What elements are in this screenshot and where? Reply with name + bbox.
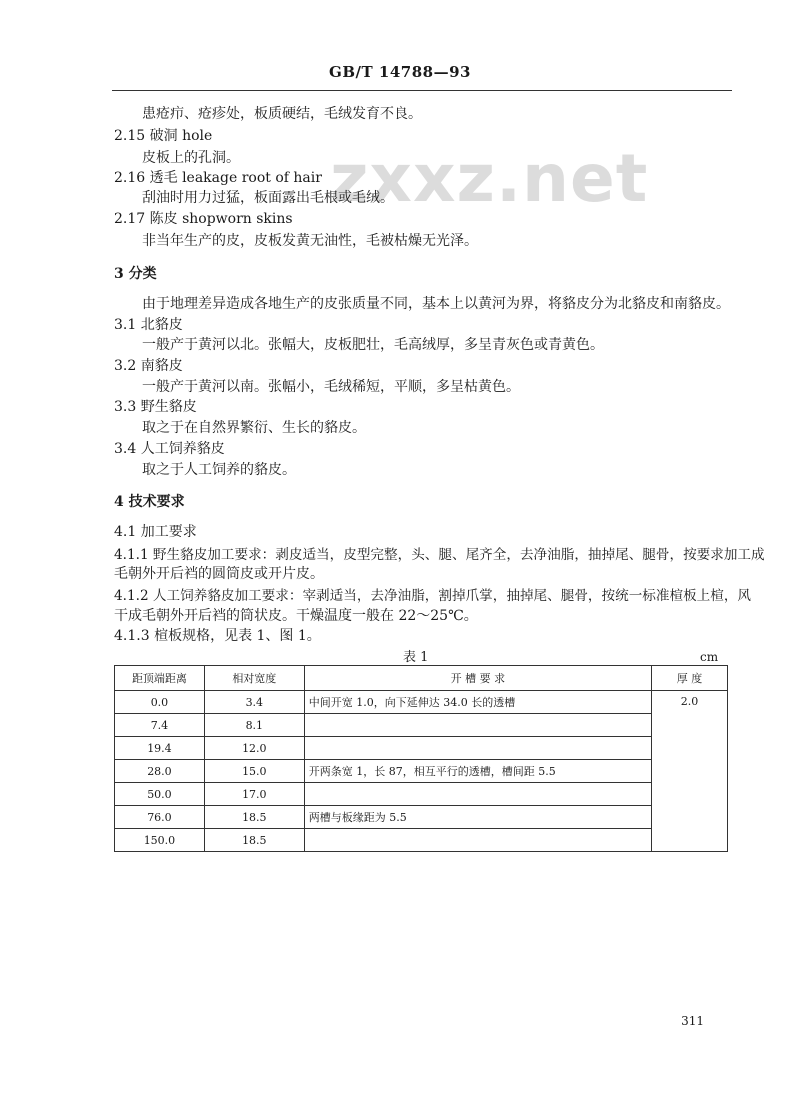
section-3-intro: 由于地理差异造成各地生产的皮张质量不同，基本上以黄河为界，将貉皮分为北貉皮和南貉皮。: [142, 296, 730, 312]
section-4-1-2-line2: 干成毛朝外开后裆的筒状皮。干燥温度一般在 22～25℃。: [114, 608, 478, 624]
table-caption: 表 1: [403, 650, 429, 665]
table-unit: cm: [700, 650, 719, 664]
col-header-width: 相对宽度: [204, 666, 304, 691]
section-2-17-definition: 非当年生产的皮，皮板发黄无油性，毛被枯燥无光泽。: [142, 233, 478, 249]
cell-width: 17.0: [204, 783, 304, 806]
section-2-16-title: 2.16 透毛 leakage root of hair: [114, 170, 322, 186]
continued-text: 患疮疖、疮疹处，板质硬结，毛绒发育不良。: [142, 106, 422, 122]
section-4-1-1-line1: 4.1.1 野生貉皮加工要求：剥皮适当，皮型完整，头、腿、尾齐全，去净油脂，抽掉尾、腿骨，按要求加工成: [114, 547, 765, 563]
section-3-4-definition: 取之于人工饲养的貉皮。: [142, 462, 296, 478]
header-rule: [112, 90, 732, 91]
cell-slot: 开两条宽 1，长 87，相互平行的透槽，槽间距 5.5: [304, 760, 651, 783]
section-3-4-title: 3.4 人工饲养貉皮: [114, 441, 225, 457]
table-row: [115, 806, 728, 829]
section-3-1-definition: 一般产于黄河以北。张幅大，皮板肥壮，毛高绒厚，多呈青灰色或青黄色。: [142, 337, 604, 353]
col-header-distance: 距顶端距离: [115, 666, 205, 691]
cell-width: 3.4: [204, 691, 304, 714]
table-row: [115, 783, 728, 806]
section-3-2-title: 3.2 南貉皮: [114, 358, 183, 374]
cell-distance: 28.0: [115, 760, 205, 783]
cell-width: 18.5: [204, 806, 304, 829]
cell-distance: 7.4: [115, 714, 205, 737]
section-2-15-title: 2.15 破洞 hole: [114, 128, 213, 144]
section-4-1-title: 4.1 加工要求: [114, 524, 197, 540]
cell-slot: [304, 714, 651, 737]
cell-slot: [304, 783, 651, 806]
table-row: [115, 714, 728, 737]
section-3-1-title: 3.1 北貉皮: [114, 317, 183, 333]
section-4-1-2-line1: 4.1.2 人工饲养貉皮加工要求：宰剥适当，去净油脂，割掉爪掌，抽掉尾、腿骨，按统一标准楦板上楦，风: [114, 588, 752, 604]
table-row: [115, 829, 728, 852]
cell-slot: 两槽与板缘距为 5.5: [304, 806, 651, 829]
cell-slot: [304, 829, 651, 852]
section-4-1-1-line2: 毛朝外开后裆的圆筒皮或开片皮。: [114, 566, 324, 582]
cell-distance: 19.4: [115, 737, 205, 760]
section-2-15-definition: 皮板上的孔洞。: [142, 150, 240, 166]
cell-width: 8.1: [204, 714, 304, 737]
section-4-1-3-line: 4.1.3 楦板规格，见表 1、图 1。: [114, 628, 321, 644]
cell-distance: 0.0: [115, 691, 205, 714]
section-3-3-title: 3.3 野生貉皮: [114, 399, 197, 415]
section-3-3-definition: 取之于在自然界繁衍、生长的貉皮。: [142, 420, 366, 436]
scaffold-spec-table: [114, 665, 728, 852]
section-2-17-title: 2.17 陈皮 shopworn skins: [114, 211, 293, 227]
watermark-logo: zxxz.net: [330, 140, 649, 217]
cell-slot: [304, 737, 651, 760]
page-number: 311: [681, 1014, 704, 1028]
table-header-row: [115, 666, 728, 691]
standard-code-header: GB/T 14788—93: [329, 63, 471, 81]
cell-width: 18.5: [204, 829, 304, 852]
section-2-16-definition: 刮油时用力过猛，板面露出毛根或毛绒。: [142, 190, 394, 206]
section-4-heading: 4 技术要求: [114, 494, 185, 510]
col-header-thickness: 厚 度: [652, 666, 728, 691]
cell-distance: 50.0: [115, 783, 205, 806]
cell-thickness: 2.0: [652, 691, 728, 852]
cell-distance: 76.0: [115, 806, 205, 829]
cell-width: 15.0: [204, 760, 304, 783]
table-row: [115, 737, 728, 760]
section-3-heading: 3 分类: [114, 266, 157, 282]
cell-width: 12.0: [204, 737, 304, 760]
cell-slot: 中间开宽 1.0，向下延伸达 34.0 长的透槽: [304, 691, 651, 714]
table-row: [115, 760, 728, 783]
section-3-2-definition: 一般产于黄河以南。张幅小，毛绒稀短，平顺，多呈枯黄色。: [142, 379, 520, 395]
cell-distance: 150.0: [115, 829, 205, 852]
table-row: [115, 691, 728, 714]
col-header-slot: 开 槽 要 求: [304, 666, 651, 691]
